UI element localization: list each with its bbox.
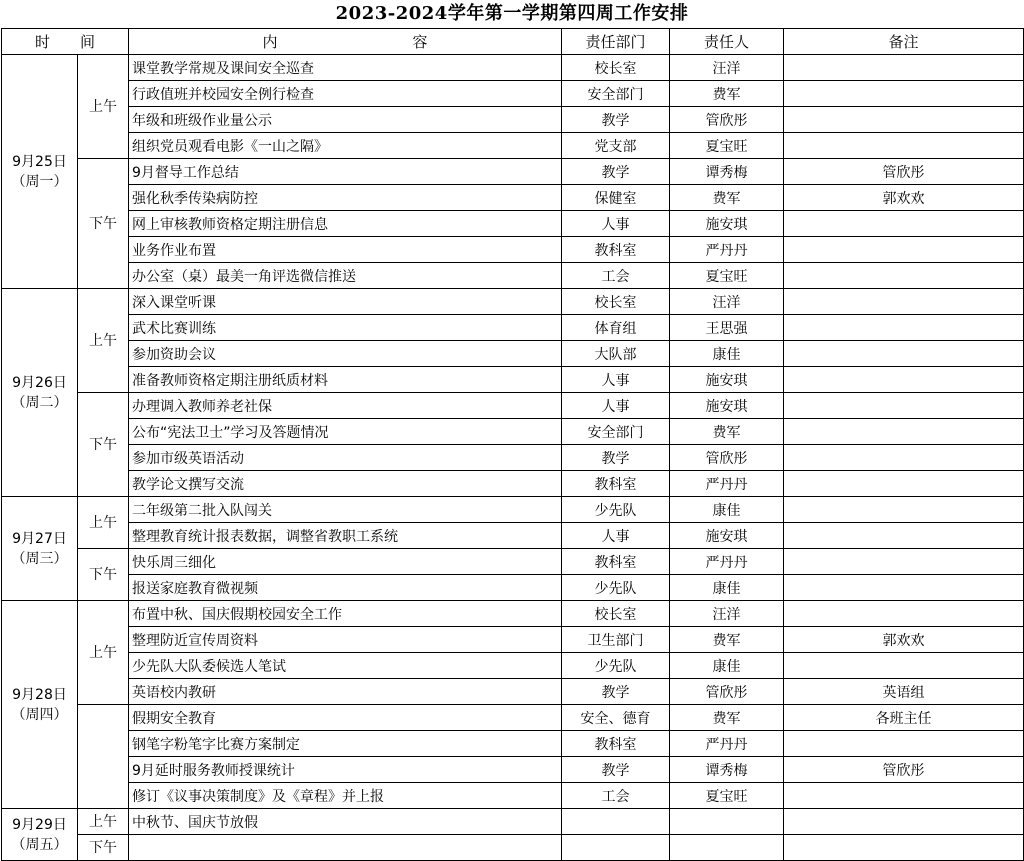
content-cell: 整理防近宣传周资料 [129, 627, 562, 653]
dept-cell: 工会 [562, 783, 670, 809]
note-cell: 英语组 [784, 679, 1024, 705]
schedule-row [2, 419, 1024, 445]
note-cell [784, 393, 1024, 419]
content-cell: 强化秋季传染病防控 [129, 185, 562, 211]
person-cell: 费军 [670, 627, 784, 653]
schedule-row [2, 107, 1024, 133]
dept-cell: 安全、德育 [562, 705, 670, 731]
dept-cell: 教科室 [562, 731, 670, 757]
dept-cell: 教科室 [562, 237, 670, 263]
note-cell [784, 341, 1024, 367]
period-cell: 下午 [78, 159, 129, 289]
schedule-row [2, 55, 1024, 81]
person-cell: 康佳 [670, 653, 784, 679]
content-cell: 修订《议事决策制度》及《章程》并上报 [129, 783, 562, 809]
header-row [2, 29, 1024, 55]
dept-cell: 校长室 [562, 601, 670, 627]
day-weekday: （周五） [11, 836, 68, 853]
note-cell [784, 549, 1024, 575]
person-cell: 夏宝旺 [670, 263, 784, 289]
content-cell: 中秋节、国庆节放假 [129, 809, 562, 835]
schedule-row [2, 497, 1024, 523]
dept-cell: 大队部 [562, 341, 670, 367]
content-cell: 课堂教学常规及课间安全巡查 [129, 55, 562, 81]
person-cell: 康佳 [670, 497, 784, 523]
dept-cell: 教学 [562, 445, 670, 471]
note-cell [784, 809, 1024, 835]
person-cell: 谭秀梅 [670, 159, 784, 185]
dept-cell [562, 835, 670, 861]
person-cell: 严丹丹 [670, 471, 784, 497]
period-cell: 上午 [78, 601, 129, 705]
dept-cell: 人事 [562, 367, 670, 393]
dept-cell: 党支部 [562, 133, 670, 159]
schedule-row [2, 237, 1024, 263]
person-cell: 费军 [670, 419, 784, 445]
person-cell: 费军 [670, 185, 784, 211]
note-cell [784, 419, 1024, 445]
period-cell: 上午 [78, 55, 129, 159]
day-cell [2, 497, 78, 601]
schedule-row [2, 835, 1024, 861]
schedule-row [2, 445, 1024, 471]
note-cell [784, 107, 1024, 133]
person-cell [670, 809, 784, 835]
note-cell [784, 367, 1024, 393]
dept-cell [562, 809, 670, 835]
note-cell [784, 523, 1024, 549]
day-weekday: （周三） [11, 550, 68, 567]
period-cell: 上午 [78, 809, 129, 835]
schedule-row [2, 133, 1024, 159]
schedule-row [2, 367, 1024, 393]
content-cell: 快乐周三细化 [129, 549, 562, 575]
content-cell: 报送家庭教育微视频 [129, 575, 562, 601]
schedule-row [2, 601, 1024, 627]
day-cell [2, 809, 78, 861]
content-cell: 办公室（桌）最美一角评选微信推送 [129, 263, 562, 289]
person-cell: 康佳 [670, 575, 784, 601]
content-cell: 假期安全教育 [129, 705, 562, 731]
person-cell: 夏宝旺 [670, 783, 784, 809]
dept-cell: 教科室 [562, 471, 670, 497]
schedule-row [2, 809, 1024, 835]
period-cell [78, 705, 129, 809]
note-cell [784, 653, 1024, 679]
dept-cell: 人事 [562, 393, 670, 419]
schedule-row [2, 523, 1024, 549]
dept-cell: 教学 [562, 679, 670, 705]
day-cell [2, 601, 78, 809]
header-dept: 责任部门 [562, 29, 670, 55]
person-cell: 康佳 [670, 341, 784, 367]
schedule-row [2, 549, 1024, 575]
content-cell: 年级和班级作业量公示 [129, 107, 562, 133]
content-cell: 行政值班并校园安全例行检查 [129, 81, 562, 107]
note-cell [784, 783, 1024, 809]
dept-cell: 少先队 [562, 497, 670, 523]
note-cell: 管欣彤 [784, 159, 1024, 185]
day-cell [2, 55, 78, 289]
content-cell: 二年级第二批入队闯关 [129, 497, 562, 523]
schedule-row [2, 575, 1024, 601]
day-date: 9月28日 [12, 686, 67, 703]
day-date: 9月27日 [12, 530, 67, 547]
schedule-row [2, 731, 1024, 757]
dept-cell: 教学 [562, 757, 670, 783]
day-date: 9月25日 [12, 153, 67, 170]
content-cell [129, 835, 562, 861]
schedule-row [2, 263, 1024, 289]
dept-cell: 体育组 [562, 315, 670, 341]
note-cell [784, 575, 1024, 601]
person-cell: 汪洋 [670, 289, 784, 315]
schedule-row [2, 757, 1024, 783]
person-cell: 费军 [670, 81, 784, 107]
note-cell [784, 497, 1024, 523]
schedule-row [2, 185, 1024, 211]
period-cell: 上午 [78, 497, 129, 549]
note-cell [784, 237, 1024, 263]
day-date: 9月29日 [12, 816, 67, 833]
header-time: 时 间 [2, 29, 129, 55]
schedule-row [2, 653, 1024, 679]
period-cell: 下午 [78, 549, 129, 601]
schedule-row [2, 289, 1024, 315]
content-cell: 英语校内教研 [129, 679, 562, 705]
note-cell [784, 289, 1024, 315]
dept-cell: 校长室 [562, 289, 670, 315]
content-cell: 办理调入教师养老社保 [129, 393, 562, 419]
note-cell [784, 133, 1024, 159]
person-cell: 夏宝旺 [670, 133, 784, 159]
day-date: 9月26日 [12, 374, 67, 391]
schedule-row [2, 627, 1024, 653]
note-cell [784, 731, 1024, 757]
content-cell: 参加市级英语活动 [129, 445, 562, 471]
note-cell [784, 471, 1024, 497]
dept-cell: 少先队 [562, 575, 670, 601]
content-cell: 钢笔字粉笔字比赛方案制定 [129, 731, 562, 757]
person-cell: 施安琪 [670, 367, 784, 393]
person-cell: 王思强 [670, 315, 784, 341]
day-cell [2, 289, 78, 497]
person-cell: 严丹丹 [670, 549, 784, 575]
note-cell [784, 835, 1024, 861]
person-cell: 管欣彤 [670, 445, 784, 471]
dept-cell: 教科室 [562, 549, 670, 575]
person-cell: 管欣彤 [670, 679, 784, 705]
schedule-row [2, 159, 1024, 185]
person-cell: 汪洋 [670, 601, 784, 627]
content-cell: 9月督导工作总结 [129, 159, 562, 185]
person-cell: 施安琪 [670, 211, 784, 237]
person-cell: 谭秀梅 [670, 757, 784, 783]
header-content: 内 容 [129, 29, 562, 55]
period-cell: 上午 [78, 289, 129, 393]
period-cell: 下午 [78, 835, 129, 861]
day-weekday: （周二） [11, 394, 68, 411]
content-cell: 组织党员观看电影《一山之隔》 [129, 133, 562, 159]
note-cell [784, 211, 1024, 237]
dept-cell: 安全部门 [562, 419, 670, 445]
dept-cell: 教学 [562, 159, 670, 185]
dept-cell: 教学 [562, 107, 670, 133]
schedule-row [2, 471, 1024, 497]
content-cell: 整理教育统计报表数据，调整省教职工系统 [129, 523, 562, 549]
person-cell: 施安琪 [670, 393, 784, 419]
note-cell: 各班主任 [784, 705, 1024, 731]
schedule-row [2, 315, 1024, 341]
schedule-row [2, 211, 1024, 237]
person-cell: 汪洋 [670, 55, 784, 81]
dept-cell: 保健室 [562, 185, 670, 211]
content-cell: 业务作业布置 [129, 237, 562, 263]
content-cell: 少先队大队委候选人笔试 [129, 653, 562, 679]
header-person: 责任人 [670, 29, 784, 55]
dept-cell: 安全部门 [562, 81, 670, 107]
day-weekday: （周一） [11, 173, 68, 190]
schedule-row [2, 341, 1024, 367]
person-cell [670, 835, 784, 861]
note-cell [784, 55, 1024, 81]
content-cell: 参加资助会议 [129, 341, 562, 367]
person-cell: 管欣彤 [670, 107, 784, 133]
schedule-row [2, 679, 1024, 705]
dept-cell: 人事 [562, 211, 670, 237]
dept-cell: 卫生部门 [562, 627, 670, 653]
person-cell: 施安琪 [670, 523, 784, 549]
note-cell: 管欣彤 [784, 757, 1024, 783]
note-cell [784, 315, 1024, 341]
schedule-table [1, 28, 1024, 861]
schedule-row [2, 783, 1024, 809]
note-cell [784, 263, 1024, 289]
note-cell [784, 81, 1024, 107]
schedule-row [2, 393, 1024, 419]
day-weekday: （周四） [11, 706, 68, 723]
person-cell: 严丹丹 [670, 237, 784, 263]
content-cell: 深入课堂听课 [129, 289, 562, 315]
note-cell: 郭欢欢 [784, 185, 1024, 211]
schedule-body [2, 55, 1024, 861]
schedule-row [2, 81, 1024, 107]
note-cell [784, 601, 1024, 627]
period-cell: 下午 [78, 393, 129, 497]
dept-cell: 少先队 [562, 653, 670, 679]
content-cell: 教学论文撰写交流 [129, 471, 562, 497]
person-cell: 严丹丹 [670, 731, 784, 757]
content-cell: 准备教师资格定期注册纸质材料 [129, 367, 562, 393]
note-cell: 郭欢欢 [784, 627, 1024, 653]
schedule-row [2, 705, 1024, 731]
schedule-title: 2023-2024学年第一学期第四周工作安排 [335, 3, 689, 24]
note-cell [784, 445, 1024, 471]
content-cell: 9月延时服务教师授课统计 [129, 757, 562, 783]
content-cell: 公布“宪法卫士”学习及答题情况 [129, 419, 562, 445]
dept-cell: 校长室 [562, 55, 670, 81]
content-cell: 布置中秋、国庆假期校园安全工作 [129, 601, 562, 627]
dept-cell: 人事 [562, 523, 670, 549]
person-cell: 费军 [670, 705, 784, 731]
header-note: 备注 [784, 29, 1024, 55]
dept-cell: 工会 [562, 263, 670, 289]
content-cell: 网上审核教师资格定期注册信息 [129, 211, 562, 237]
content-cell: 武术比赛训练 [129, 315, 562, 341]
